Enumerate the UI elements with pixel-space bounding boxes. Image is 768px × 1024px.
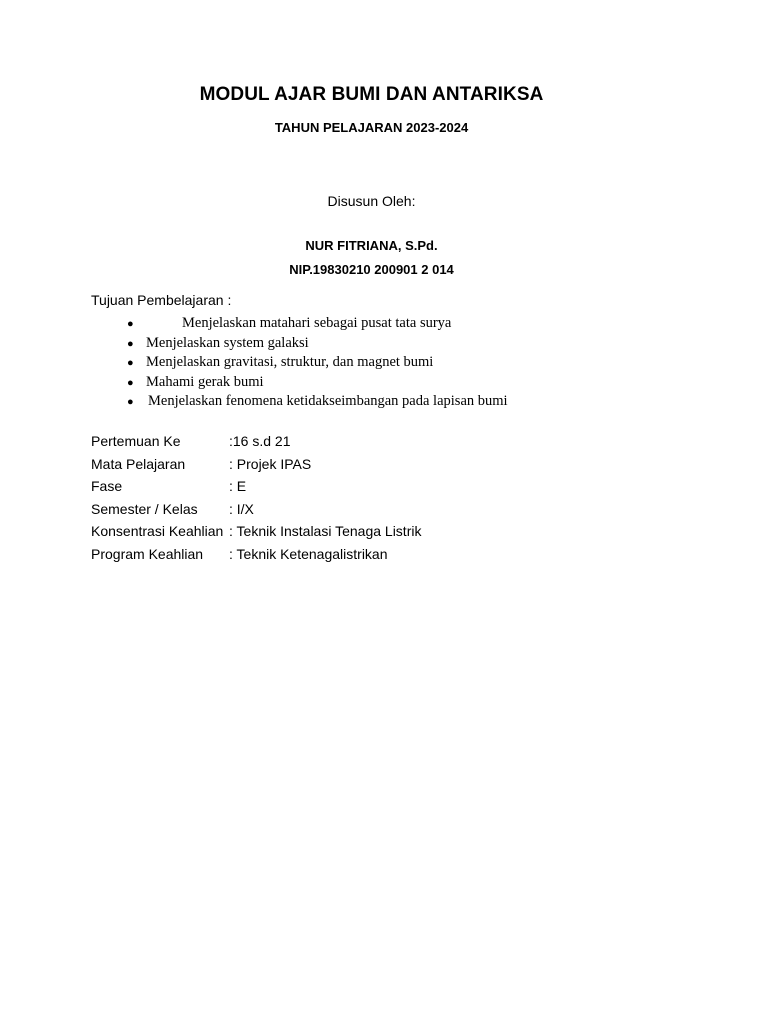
bullet-icon: ● (127, 396, 134, 408)
objective-text: Menjelaskan gravitasi, struktur, dan magnet bumi (146, 354, 434, 370)
objective-text: Menjelaskan matahari sebagai pusat tata surya (182, 315, 452, 331)
list-item (127, 314, 508, 334)
objectives-list (127, 314, 508, 412)
info-value: : Projek IPAS (229, 455, 312, 472)
info-row-phase (91, 475, 247, 498)
info-value: : E (229, 478, 247, 495)
info-label: Mata Pelajaran (91, 455, 186, 472)
objective-text: Menjelaskan fenomena ketidakseimbangan pada lapisan bumi (148, 393, 508, 409)
module-info (91, 430, 422, 566)
info-label: Semester / Kelas (91, 500, 198, 517)
info-value: :16 s.d 21 (229, 433, 291, 449)
info-value: : Teknik Instalasi Tenaga Listrik (229, 523, 422, 540)
bullet-icon: ● (127, 357, 134, 369)
objective-text: Menjelaskan system galaksi (146, 334, 309, 351)
info-row-semester-class (91, 498, 254, 521)
info-value: : I/X (229, 500, 254, 517)
info-label: Pertemuan Ke (91, 433, 181, 449)
bullet-icon: ● (127, 376, 134, 389)
info-value: : Teknik Ketenagalistrikan (229, 545, 388, 562)
info-row-meeting (91, 430, 291, 453)
list-item (127, 334, 508, 354)
composed-by-label: Disusun Oleh: (327, 193, 416, 209)
list-item (127, 373, 508, 393)
info-label: Konsentrasi Keahlian (91, 523, 224, 540)
info-row-program (91, 543, 388, 566)
objectives-heading: Tujuan Pembelajaran : (91, 292, 232, 308)
info-label: Program Keahlian (91, 545, 204, 562)
info-row-subject (91, 453, 312, 476)
author-nip: NIP.19830210 200901 2 014 (289, 262, 454, 277)
document-title: MODUL AJAR BUMI DAN ANTARIKSA (199, 84, 544, 105)
objective-text: Mahami gerak bumi (146, 373, 264, 390)
info-label: Fase (91, 478, 123, 495)
info-row-concentration (91, 520, 422, 543)
bullet-icon: ● (127, 337, 134, 350)
list-item (127, 353, 508, 373)
academic-year: TAHUN PELAJARAN 2023-2024 (274, 120, 469, 135)
bullet-icon: ● (127, 318, 134, 330)
list-item (127, 392, 508, 412)
author-name: NUR FITRIANA, S.Pd. (305, 238, 438, 253)
